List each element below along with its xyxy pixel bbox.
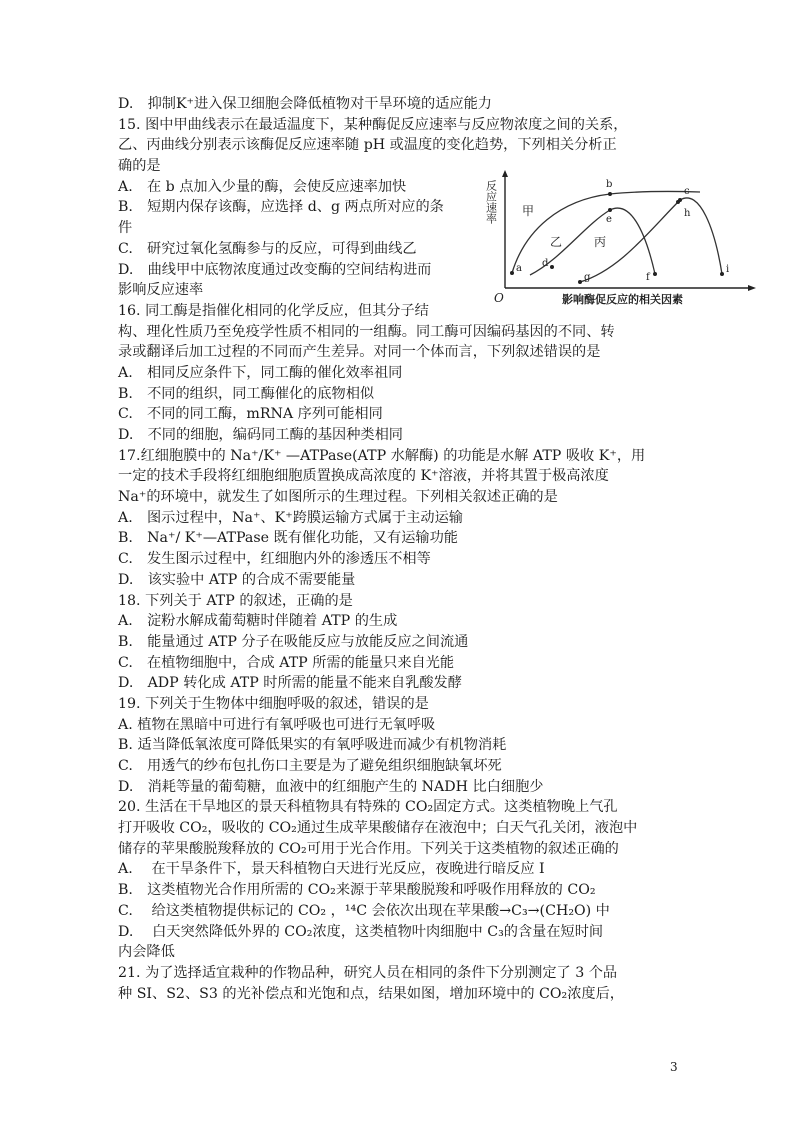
text-line: D. 不同的细胞，编码同工酶的基因种类相同 bbox=[118, 427, 403, 443]
text-line: A. 淀粉水解成葡萄糖时伴随着 ATP 的生成 bbox=[118, 613, 398, 630]
text-line: 件 bbox=[118, 220, 133, 237]
text-line: A. 在干旱条件下，景天科植物白天进行光反应，夜晚进行暗反应 I bbox=[118, 861, 545, 878]
point-b bbox=[608, 192, 612, 196]
text-line: D. 曲线甲中底物浓度通过改变酶的空间结构进而 bbox=[118, 261, 432, 278]
y-axis-label: 反应速率 bbox=[484, 180, 498, 224]
text-line: D. 白天突然降低外界的 CO₂浓度，这类植物叶肉细胞中 C₃的含量在短时间 bbox=[118, 923, 604, 940]
point-d bbox=[550, 265, 554, 269]
text-line: D. 该实验中 ATP 的合成不需要能量 bbox=[118, 571, 356, 588]
text-line: 16. 同工酶是指催化相同的化学反应，但其分子结 bbox=[118, 302, 429, 319]
point-g bbox=[578, 280, 582, 284]
text-line: 储存的苹果酸脱羧释放的 CO₂可用于光合作用。下列关于这类植物的叙述正确的 bbox=[118, 840, 619, 857]
point-label-e: e bbox=[606, 214, 612, 225]
text-line: B. 短期内保存该酶，应选择 d、g 两点所对应的条 bbox=[118, 199, 444, 216]
text-line: A. 相同反应条件下，同工酶的催化效率祖同 bbox=[118, 364, 403, 381]
curve-label-bing: 丙 bbox=[594, 235, 607, 249]
x-axis-label: 影响酶促反应的相关因素 bbox=[562, 293, 683, 306]
origin-label: O bbox=[494, 291, 504, 305]
point-label-g: g bbox=[584, 272, 591, 283]
point-label-h: h bbox=[684, 208, 691, 219]
text-line: 确的是 bbox=[118, 158, 161, 175]
point-i bbox=[720, 272, 724, 276]
enzyme-rate-figure bbox=[484, 170, 768, 315]
point-label-f: f bbox=[646, 272, 650, 283]
point-h bbox=[676, 200, 680, 204]
text-line: B. 能量通过 ATP 分子在吸能反应与放能反应之间流通 bbox=[118, 633, 469, 650]
curve-label-jia: 甲 bbox=[522, 204, 535, 218]
text-line: D. 抑制K⁺进入保卫细胞会降低植物对干旱环境的适应能力 bbox=[118, 96, 492, 112]
text-line: C. 在植物细胞中，合成 ATP 所需的能量只来自光能 bbox=[118, 654, 455, 671]
text-line: B. 不同的组织，同工酶催化的底物相似 bbox=[118, 385, 375, 402]
enzyme-rate-diagram bbox=[484, 170, 768, 315]
curve-jia bbox=[512, 191, 700, 273]
text-line: 21. 为了选择适宜栽种的作物品种，研究人员在相同的条件下分别测定了 3 个品 bbox=[118, 964, 618, 981]
point-a bbox=[510, 271, 514, 275]
y-axis-arrow bbox=[502, 170, 508, 177]
text-line: B. 这类植物光合作用所需的 CO₂来源于苹果酸脱羧和呼吸作用释放的 CO₂ bbox=[118, 882, 596, 899]
point-label-i: i bbox=[726, 264, 730, 275]
point-label-b: b bbox=[606, 179, 613, 190]
text-line: 乙、丙曲线分别表示该酶促反应速率随 pH 或温度的变化趋势，下列相关分析正 bbox=[118, 137, 617, 154]
text-line: 15. 图中甲曲线表示在最适温度下，某种酶促反应速率与反应物浓度之间的关系， bbox=[118, 116, 628, 133]
text-line: C. 研究过氧化氢酶参与的反应，可得到曲线乙 bbox=[118, 240, 417, 257]
text-line: 一定的技术手段将红细胞细胞质置换成高浓度的 K⁺溶液，并将其置于极高浓度 bbox=[118, 468, 609, 485]
text-line: 构、理化性质乃至免疫学性质不相同的一组酶。同工酶可因编码基因的不同、转 bbox=[118, 323, 615, 340]
point-label-a: a bbox=[516, 263, 522, 274]
point-e bbox=[608, 208, 612, 212]
text-line: C. 不同的同工酶，mRNA 序列可能相同 bbox=[118, 406, 383, 423]
text-line: 打开吸收 CO₂，吸收的 CO₂通过生成苹果酸储存在液泡中；白天气孔关闭，液泡中 bbox=[118, 820, 638, 837]
text-line: 录或翻译后加工过程的不同而产生差异。对同一个体而言，下列叙述错误的是 bbox=[118, 344, 601, 361]
text-line: 影响反应速率 bbox=[118, 282, 204, 299]
text-line: B. Na⁺/ K⁺—ATPase 既有催化功能，又有运输功能 bbox=[118, 530, 458, 547]
text-line: D. 消耗等量的葡萄糖，血液中的红细胞产生的 NADH 比白细胞少 bbox=[118, 778, 544, 795]
text-line: B. 适当降低氧浓度可降低果实的有氧呼吸进而减少有机物消耗 bbox=[118, 737, 507, 754]
text-line: A. 图示过程中，Na⁺、K⁺跨膜运输方式属于主动运输 bbox=[118, 509, 463, 526]
text-line: Na⁺的环境中，就发生了如图所示的生理过程。下列相关叙述正确的是 bbox=[118, 489, 558, 506]
text-line: 19. 下列关于生物体中细胞呼吸的叙述，错误的是 bbox=[118, 695, 429, 712]
text-line: A. 在 b 点加入少量的酶，会使反应速率加快 bbox=[118, 178, 407, 195]
point-label-d: d bbox=[542, 258, 549, 269]
x-axis-arrow bbox=[748, 285, 756, 291]
text-line: A. 植物在黑暗中可进行有氧呼吸也可进行无氧呼吸 bbox=[118, 716, 436, 733]
text-line: C. 发生图示过程中，红细胞内外的渗透压不相等 bbox=[118, 551, 431, 568]
text-line: 17.红细胞膜中的 Na⁺/K⁺ —ATPase(ATP 水解酶) 的功能是水解 ATP 吸收 K⁺，用 bbox=[118, 447, 646, 464]
point-label-c: c bbox=[684, 186, 690, 197]
page-number: 3 bbox=[670, 1060, 678, 1074]
text-line: C. 用透气的纱布包扎伤口主要是为了避免组织细胞缺氧坏死 bbox=[118, 758, 502, 774]
text-line: D. ADP 转化成 ATP 时所需的能量不能来自乳酸发酵 bbox=[118, 675, 462, 692]
text-line: 内会降低 bbox=[118, 944, 175, 961]
text-line: 20. 生活在干旱地区的景天科植物具有特殊的 CO₂固定方式。这类植物晚上气孔 bbox=[118, 799, 618, 816]
text-line: 18. 下列关于 ATP 的叙述，正确的是 bbox=[118, 592, 353, 609]
curve-label-yi: 乙 bbox=[550, 235, 563, 249]
text-line: 种 SI、S2、S3 的光补偿点和光饱和点，结果如图，增加环境中的 CO₂浓度后， bbox=[118, 985, 624, 1002]
text-line: C. 给这类植物提供标记的 CO₂ ，¹⁴C 会依次出现在苹果酸→C₃→(CH₂O) 中 bbox=[118, 902, 610, 919]
point-f bbox=[653, 272, 657, 276]
